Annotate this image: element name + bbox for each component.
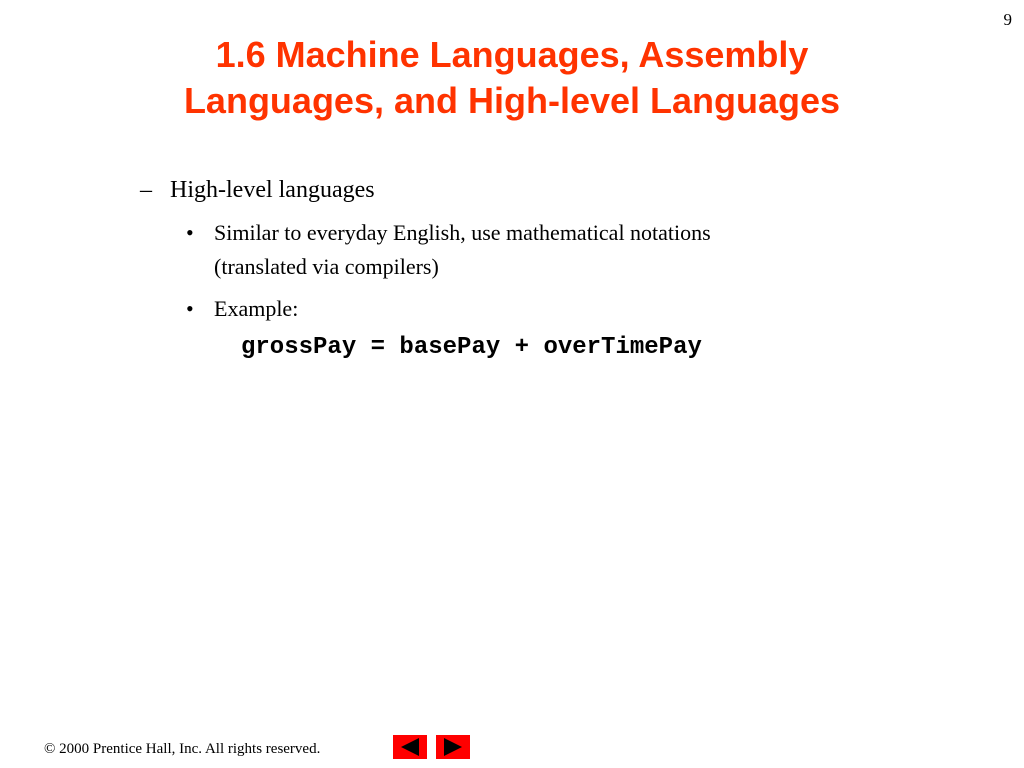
- bullet-marker: •: [186, 296, 194, 321]
- dash-item-high-level-languages: [140, 174, 375, 206]
- next-slide-button[interactable]: [436, 735, 470, 759]
- right-arrow-icon: [436, 735, 470, 759]
- slide-title: [0, 32, 1024, 124]
- page-number: 9: [1003, 10, 1012, 29]
- bullet-item-label: Similar to everyday English, use mathematical notations: [214, 220, 711, 245]
- dash-marker: –: [140, 177, 152, 203]
- footer-copyright: [44, 741, 320, 758]
- previous-slide-button[interactable]: [393, 735, 427, 759]
- copyright-symbol: ©: [44, 741, 56, 757]
- slide-title-line-1: 1.6 Machine Languages, Assembly: [215, 34, 809, 75]
- bullet-item-example: [186, 292, 298, 326]
- bullet-item-label: Example:: [214, 296, 299, 321]
- dash-item-label: High-level languages: [170, 177, 375, 203]
- bullet-item-continuation: (translated via compilers): [214, 254, 439, 279]
- slide-title-line-2: Languages, and High-level Languages: [183, 80, 841, 121]
- bullet-item-similar: [186, 216, 711, 250]
- copyright-text: 2000 Prentice Hall, Inc. All rights reserved.: [59, 741, 321, 757]
- left-arrow-icon: [393, 735, 427, 759]
- code-example: grossPay = basePay + overTimePay: [241, 334, 702, 361]
- bullet-marker: •: [186, 220, 194, 245]
